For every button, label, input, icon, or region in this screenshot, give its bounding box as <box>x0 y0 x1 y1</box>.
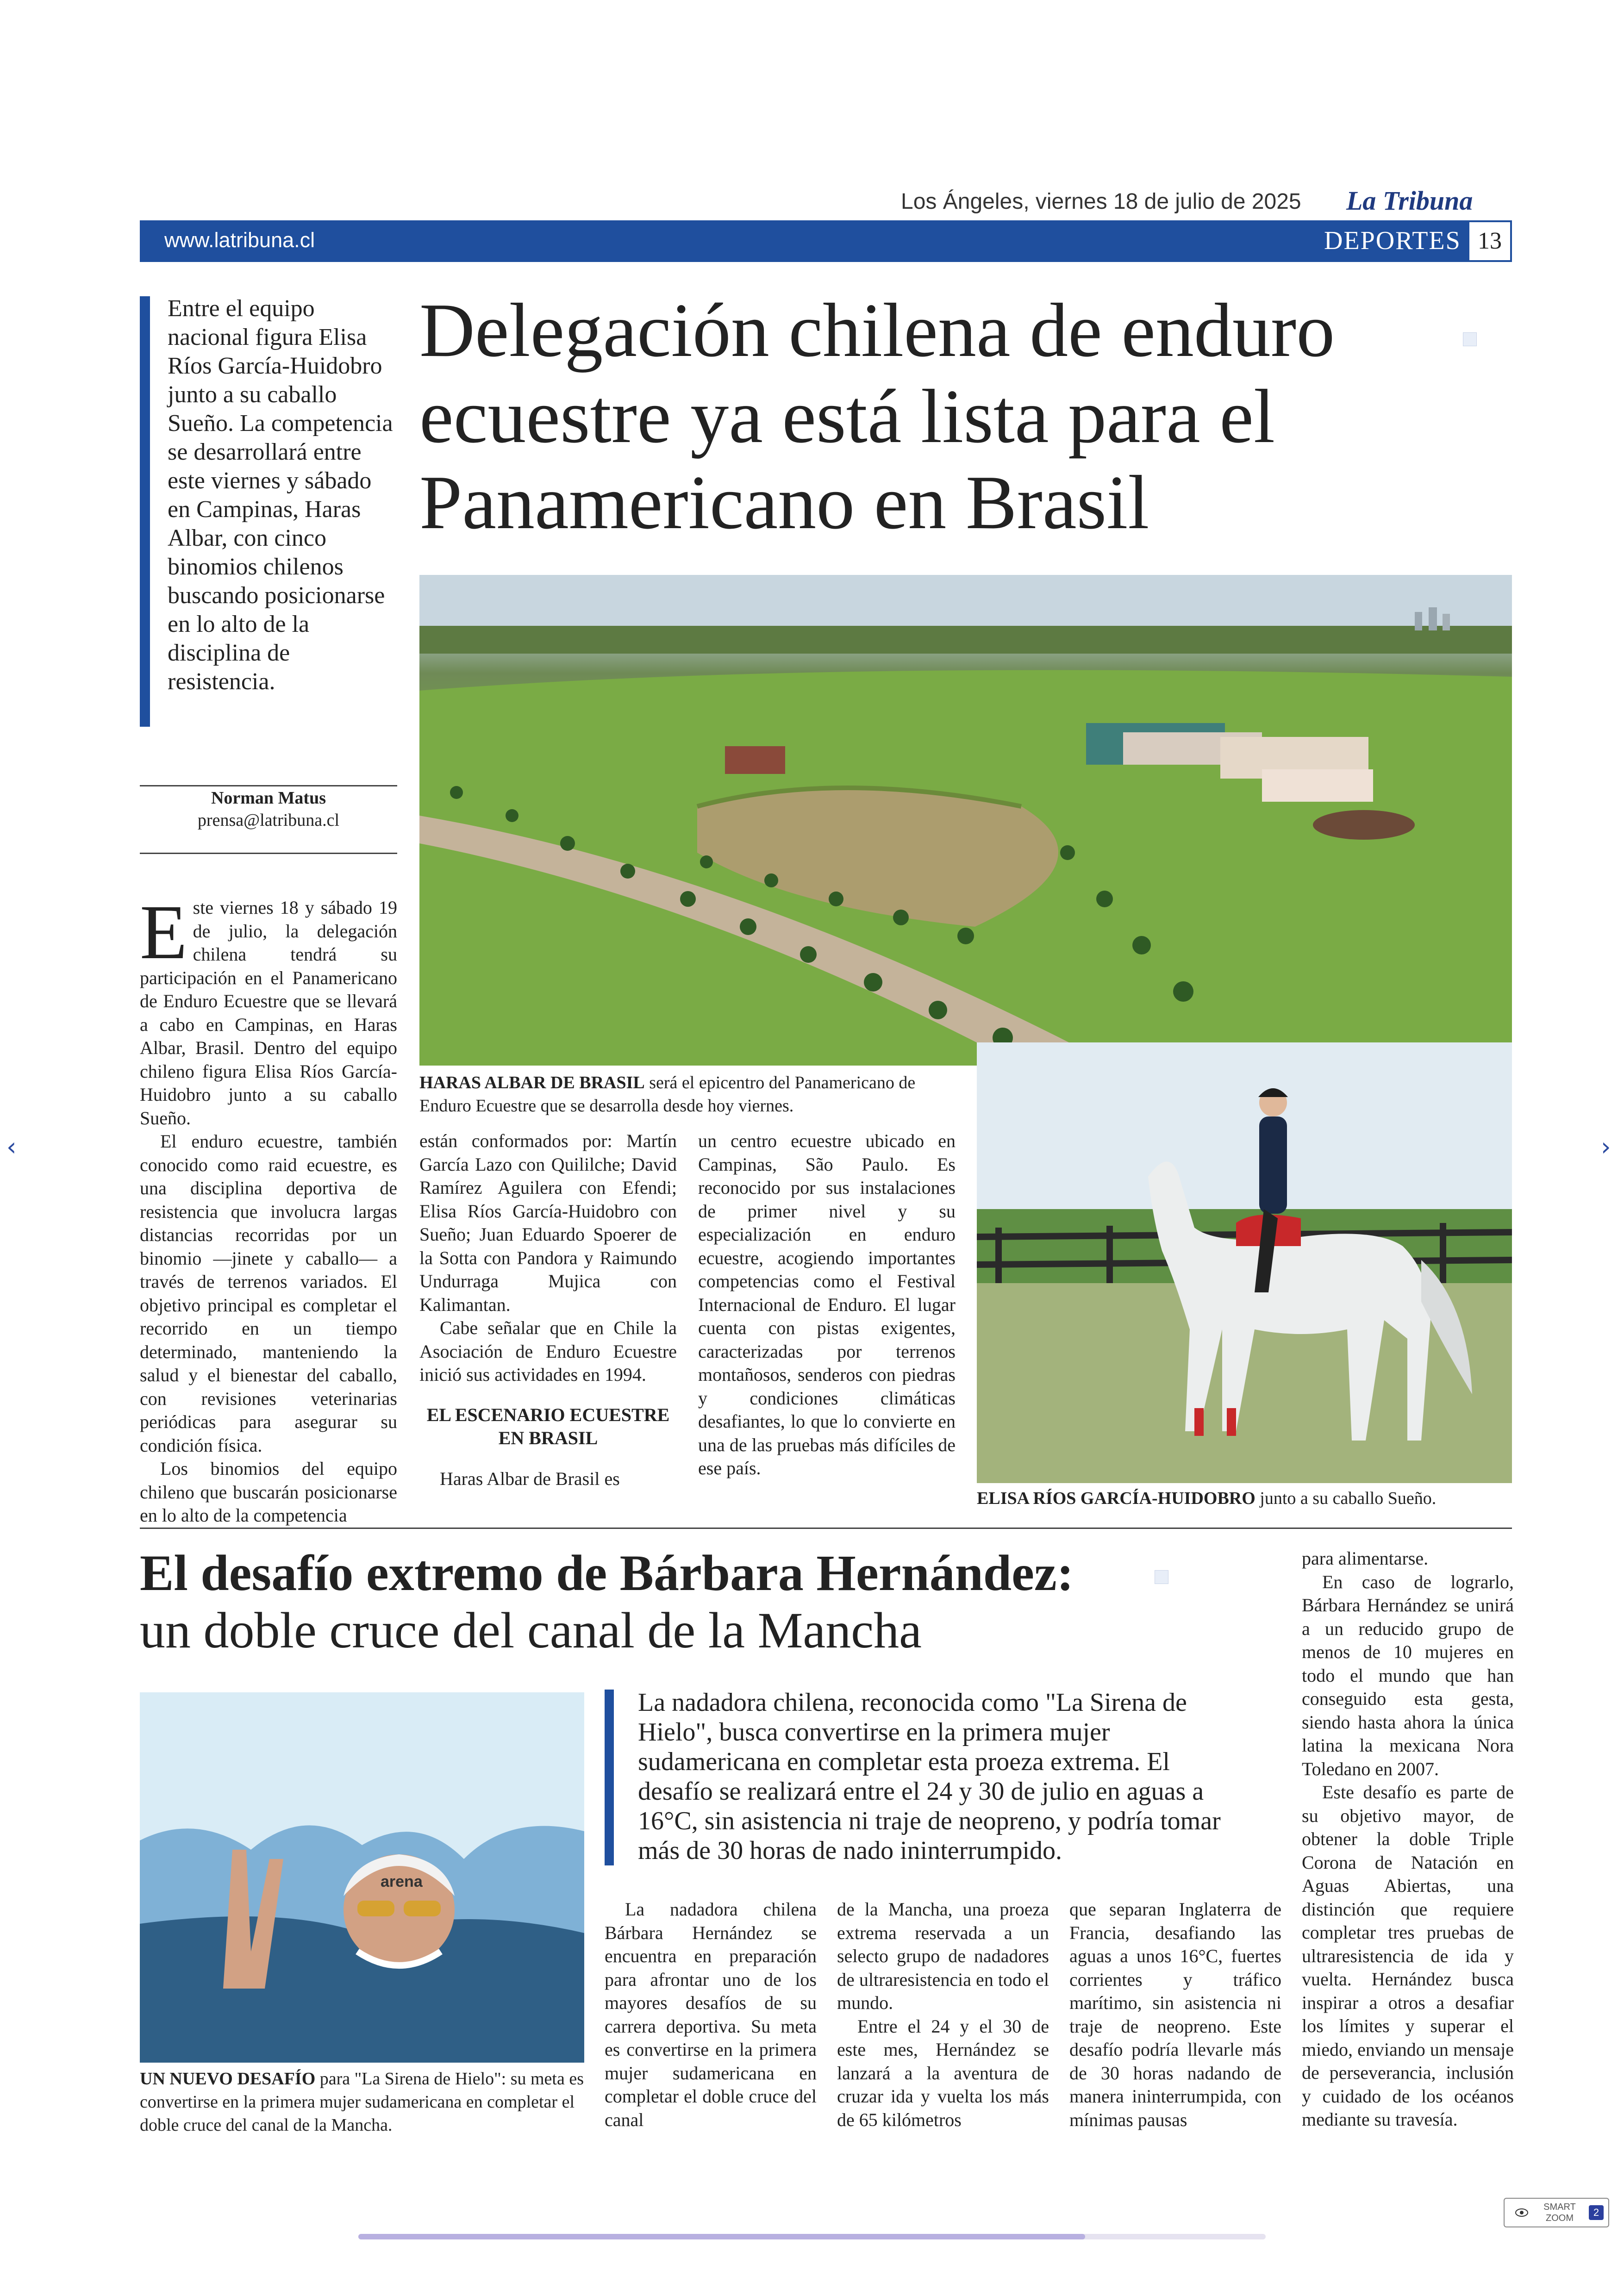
byline <box>140 787 397 831</box>
article1-headline: Delegación chilena de enduro ecuestre ya está lista para el Panamericano en Brasil <box>419 287 1335 545</box>
paragraph: Este desafío es parte de su objetivo mayor, de obtener la doble Triple Corona de Natación en Aguas Abiertas, una distinción que requiere completar tres pruebas de ultraresistencia de ida y vuelta. Hernández busca inspirar a otros a desafiar los límites y superar el miedo, enviando un mensaje de perseverancia, inclusión y cuidado de los océanos mediante su travesía. <box>1302 1782 1514 2130</box>
article2-standfirst: La nadadora chilena, reconocida como "La Sirena de Hielo", busca convertirse en la primera mujer sudamericana en completar esta proeza extrema. El desafío se realizará entre el 24 y 30 de julio en aguas a 16°C, sin asistencia ni traje de neopreno, y podría tomar más de 30 horas de nado ininterrumpido. <box>638 1688 1221 1865</box>
article2-column-2 <box>837 1898 1049 2132</box>
page-number: 13 <box>1468 220 1512 262</box>
paragraph: Cabe señalar que en Chile la Asociación de Enduro Ecuestre inició sus actividades en 1994. <box>419 1317 677 1385</box>
smart-zoom-label <box>1543 2201 1576 2224</box>
header-bar <box>140 220 1511 262</box>
smart-zoom-line-2: ZOOM <box>1546 2213 1574 2223</box>
standfirst-accent-bar <box>605 1690 614 1865</box>
caption-text: junto a su caballo Sueño. <box>1255 1489 1437 1508</box>
photo-rider-and-horse <box>977 1042 1512 1483</box>
caption-bold: ELISA RÍOS GARCÍA-HUIDOBRO <box>977 1489 1255 1508</box>
photo2-caption <box>977 1487 1512 1510</box>
author-name: Norman Matus <box>211 788 326 808</box>
article2-headline <box>140 1544 1158 1659</box>
paragraph: de la Mancha, una proeza extrema reservada a un selecto grupo de nadadores de ultraresistencia en todo el mundo. <box>837 1899 1049 2013</box>
smart-zoom-line-1: SMART <box>1543 2202 1576 2212</box>
cap-brand: arena <box>381 1873 423 1890</box>
eye-icon <box>1515 2207 1529 2218</box>
byline-rule-top <box>140 785 397 786</box>
article2-column-3 <box>1069 1898 1281 2132</box>
prev-page-arrow-icon[interactable]: ‹ <box>6 1132 17 1161</box>
paragraph: La nadadora chilena Bárbara Hernández se encuentra en preparación para afrontar uno de los mayores desafíos de su carrera deportiva. Su meta es convertirse en la primera mujer sudamericana en completar el doble cruce del canal <box>605 1899 817 2130</box>
article2-column-4 <box>1302 1547 1514 2132</box>
paragraph: Los binomios del equipo chileno que buscarán posicionarse en lo alto de la competencia <box>140 1458 397 1526</box>
page-scrollbar-thumb[interactable] <box>358 2234 1085 2239</box>
paragraph: que separan Inglaterra de Francia, desafiando las aguas a unos 16°C, fuertes corrientes y tráfico marítimo, sin asistencia ni traje de neopreno. Este desafío podría llevarle más de 30 horas nadando de manera ininterrumpida, con mínimas pausas <box>1069 1899 1281 2130</box>
paragraph: ste viernes 18 y sábado 19 de julio, la delegación chilena tendrá su participación en el Panamericano de Enduro Ecuestre que se llevará a cabo en Campinas, en Haras Albar, Brasil. Dentro del equipo chileno figura Elisa Ríos García-Huidobro junto a su caballo Sueño. <box>140 897 397 1129</box>
lead-accent-bar <box>140 296 150 727</box>
caption-text: será el epicentro del Panamericano de Enduro Ecuestre que se desarrolla desde hoy viernes. <box>419 1073 916 1116</box>
paragraph: Entre el 24 y el 30 de este mes, Hernández se lanzará a la aventura de cruzar ida y vuelta los más de 65 kilómetros <box>837 2015 1049 2130</box>
section-label: DEPORTES <box>1324 226 1461 255</box>
caption-bold: HARAS ALBAR DE BRASIL <box>419 1073 645 1092</box>
aerial-photo-haras-albar <box>419 575 1512 1066</box>
caption-text: para "La Sirena de Hielo": su meta es convertirse en la primera mujer sudamericana en completar el doble cruce del canal de la Mancha. <box>140 2069 584 2135</box>
photo1-caption <box>419 1071 966 1117</box>
paragraph: para alimentarse. <box>1302 1548 1429 1569</box>
article1-lead: Entre el equipo nacional figura Elisa Ríos García-Huidobro junto a su caballo Sueño. La competencia se desarrollará entre este viernes y sábado en Campinas, Haras Albar, con cinco binomios chilenos buscando posicionarse en lo alto de la disciplina de resistencia. <box>168 295 393 695</box>
headline-line-2: un doble cruce del canal de la Mancha <box>140 1602 922 1659</box>
photo-swimmer <box>140 1692 584 2063</box>
dateline: Los Ángeles, viernes 18 de julio de 2025 <box>901 189 1301 214</box>
paragraph: están conformados por: Martín García Lazo con Quililche; David Ramírez Aguilera con Efendi; Elisa Ríos García-Huidobro con Sueño; Juan Eduardo Spoerer de la Sotta con Pandora y Raimundo Undurraga Mujica con Kalimantan. <box>419 1130 677 1315</box>
photo3-caption <box>140 2067 584 2137</box>
author-email: prensa@latribuna.cl <box>197 811 340 830</box>
share-icon[interactable] <box>1463 332 1477 346</box>
article1-column-2 <box>419 1129 677 1491</box>
share-icon[interactable] <box>1155 1570 1168 1584</box>
article2-column-1 <box>605 1898 817 2132</box>
website-url: www.latribuna.cl <box>164 228 315 252</box>
paragraph: El enduro ecuestre, también conocido como raid ecuestre, es una disciplina deportiva de resistencia que involucra largas distancias recorridas por un binomio —jinete y caballo— a través de terrenos variados. El objetivo principal es completar el recorrido en un tiempo determinado, manteniendo la salud y el bienestar del caballo, con revisiones veterinarias periódicas para asegurar su condición física. <box>140 1131 397 1456</box>
article1-column-1 <box>140 889 397 1528</box>
caption-bold: UN NUEVO DESAFÍO <box>140 2069 316 2089</box>
dropcap: E <box>140 889 187 975</box>
article1-column-3 <box>698 1129 956 1480</box>
headline-line-1: El desafío extremo de Bárbara Hernández: <box>140 1545 1074 1601</box>
subhead: EL ESCENARIO ECUESTRE EN BRASIL <box>426 1404 670 1448</box>
paragraph: En caso de lograrlo, Bárbara Hernández se unirá a un reducido grupo de menos de 10 mujeres en todo el mundo que han conseguido esta gesta, siendo hasta ahora la única latina la mexicana Nora Toledano en 2007. <box>1302 1571 1514 1779</box>
byline-rule-bottom <box>140 853 397 854</box>
article-divider <box>140 1528 1512 1529</box>
paragraph: Haras Albar de Brasil es <box>440 1468 620 1489</box>
smart-zoom-button[interactable] <box>1504 2198 1609 2227</box>
paragraph: un centro ecuestre ubicado en Campinas, São Paulo. Es reconocido por sus instalaciones de primer nivel y su especialización en enduro ecuestre, acogiendo importantes competencias como el Festival Internacional de Enduro. El lugar cuenta con pistas exigentes, caracterizadas por terrenos montañosos, senderos con piedras y condiciones climáticas desafiantes, lo que lo convierte en una de las pruebas más difíciles de ese país. <box>698 1130 956 1478</box>
zoom-badge: 2 <box>1589 2205 1604 2220</box>
next-page-arrow-icon[interactable]: › <box>1601 1132 1611 1161</box>
newspaper-logo: La Tribuna <box>1346 186 1473 216</box>
